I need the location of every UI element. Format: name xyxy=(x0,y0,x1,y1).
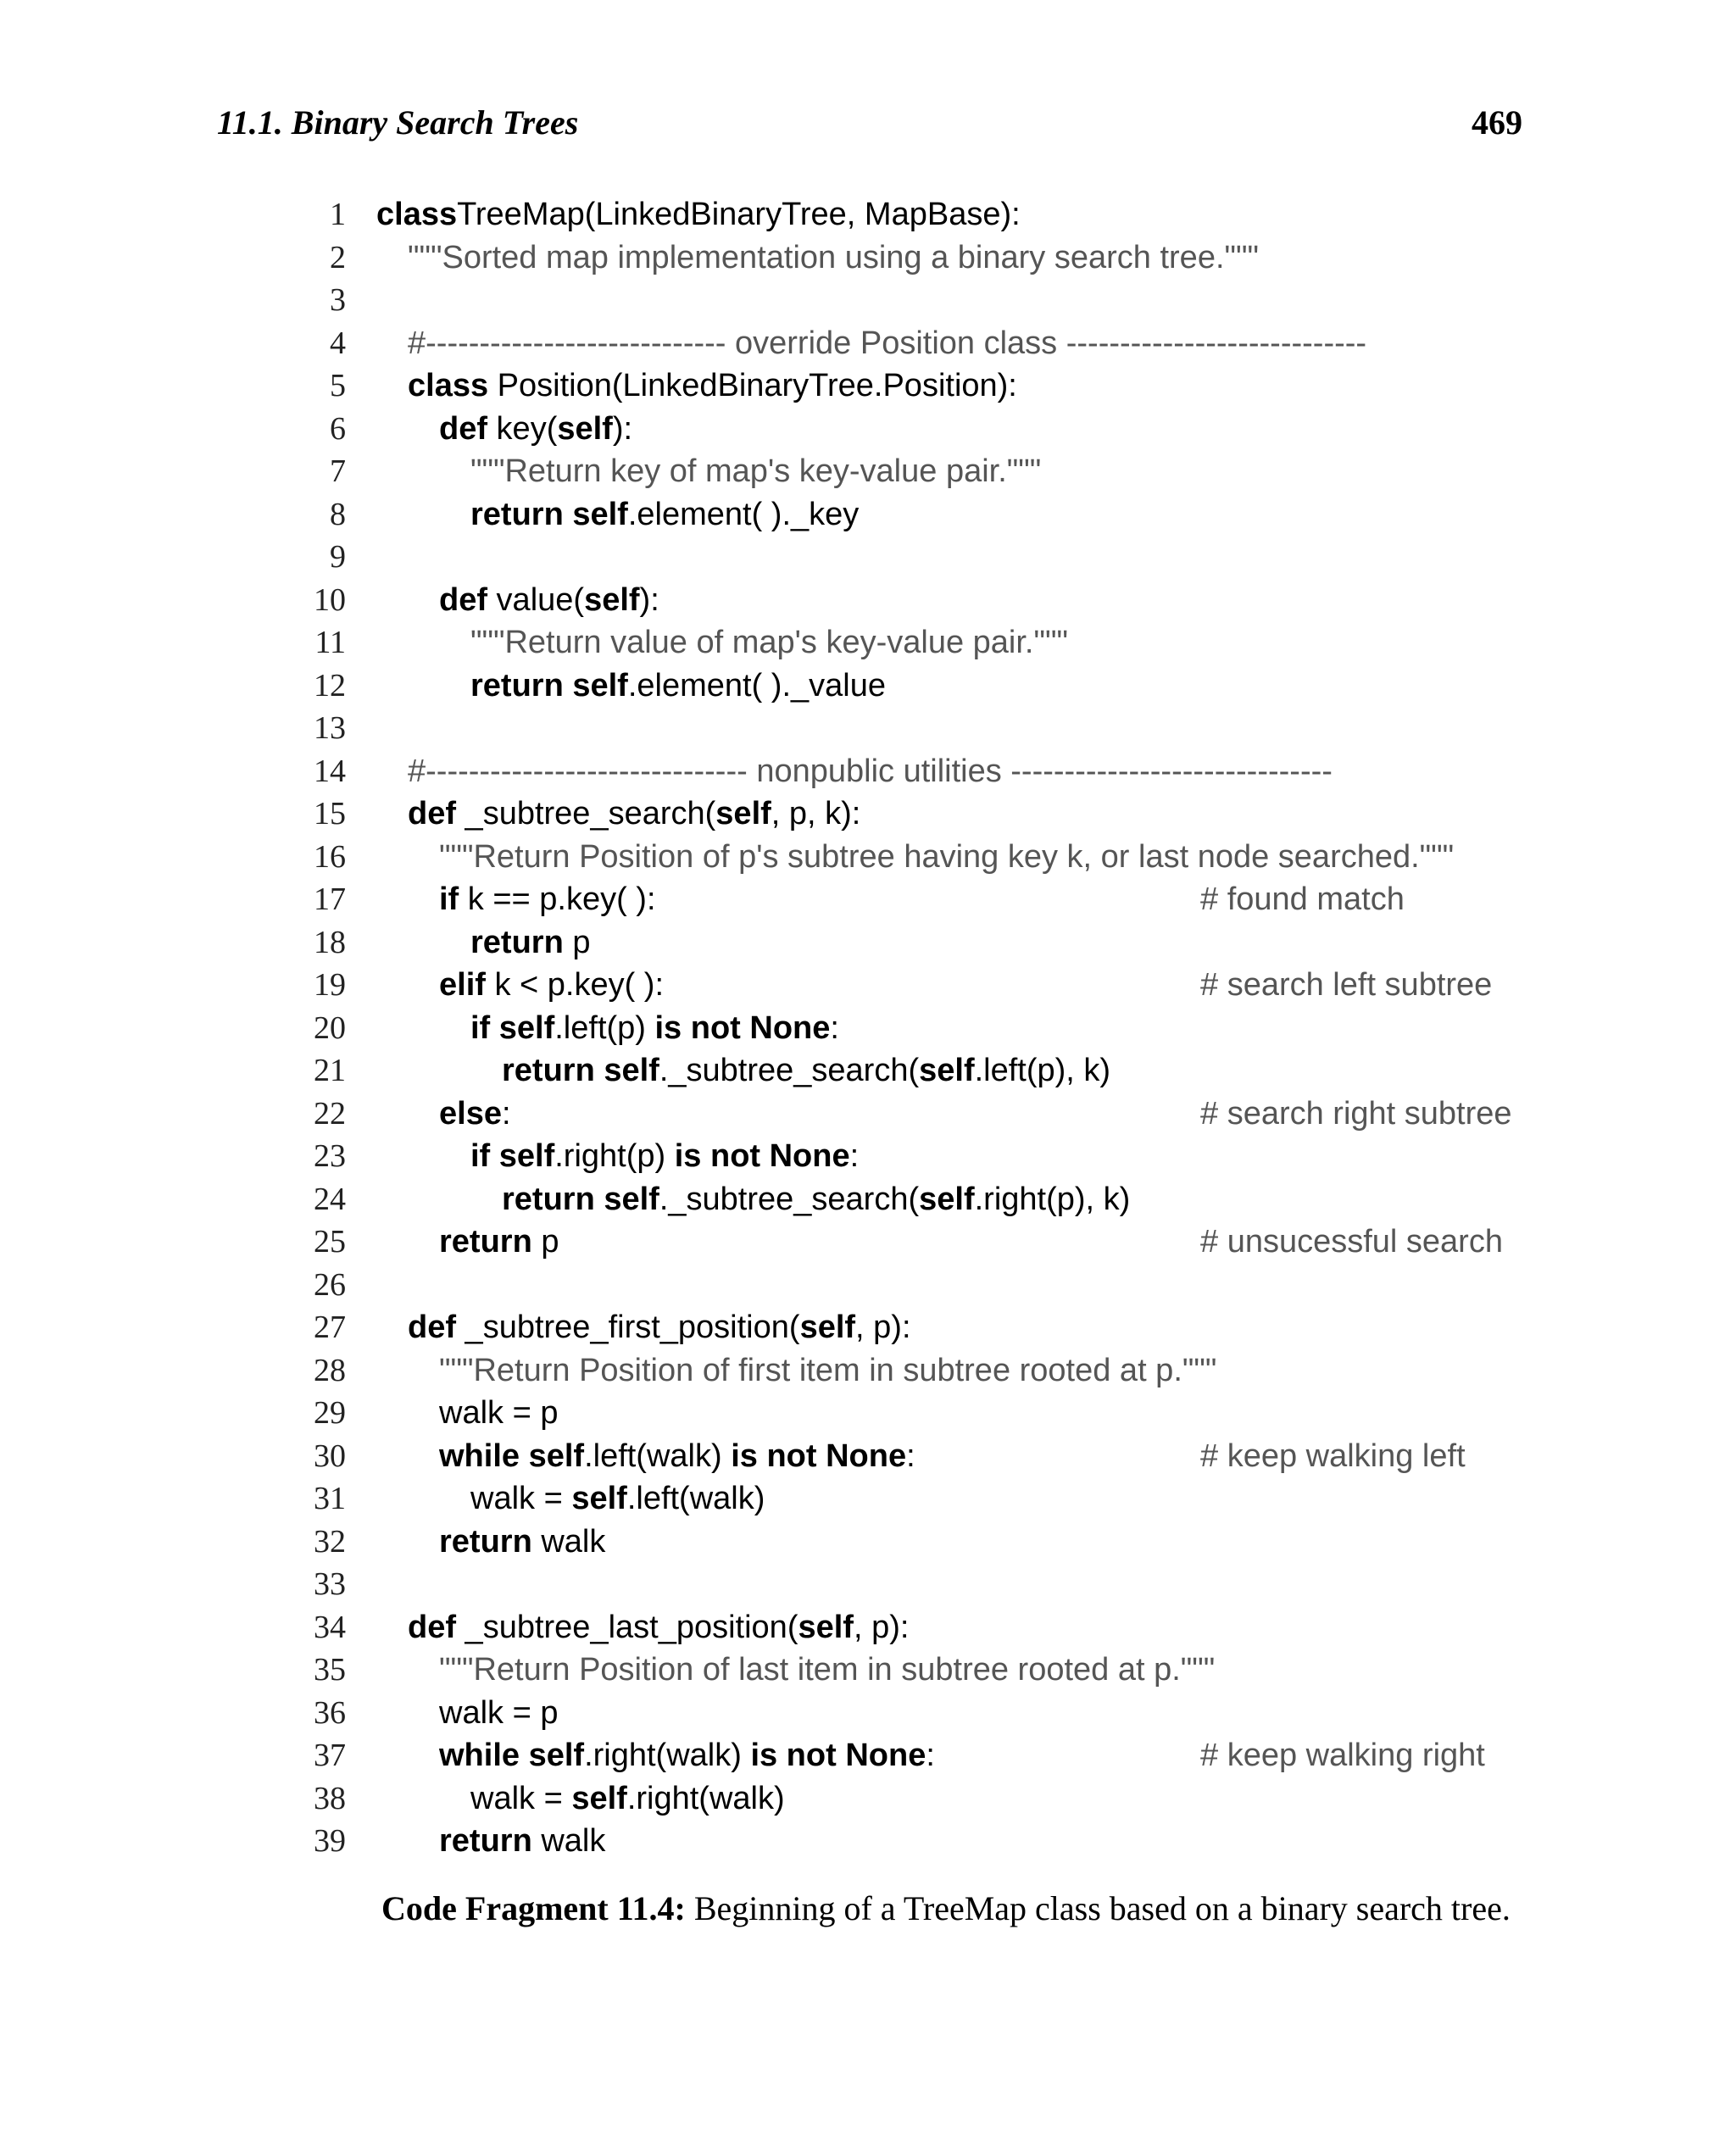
line-number: 7 xyxy=(330,453,346,489)
line-number: 10 xyxy=(314,581,346,618)
keyword-token: return self xyxy=(470,496,628,532)
keyword-token: self xyxy=(798,1609,854,1645)
code-line xyxy=(288,1820,1543,1863)
keyword-token: is not None xyxy=(731,1438,907,1474)
code-token: , p, k): xyxy=(771,796,861,831)
section-title: 11.1. Binary Search Trees xyxy=(217,103,579,142)
string-token: """Return Position of last item in subtree rooted at p.""" xyxy=(439,1652,1216,1688)
code-line xyxy=(288,450,1543,493)
code-token: walk xyxy=(531,1523,606,1560)
code-line xyxy=(288,964,1543,1007)
inline-comment: # search left subtree xyxy=(1200,967,1493,1003)
code-token: , p): xyxy=(853,1609,910,1645)
keyword-token: return self xyxy=(502,1181,659,1217)
code-token: _subtree_first_position( xyxy=(456,1310,800,1345)
code-line xyxy=(288,322,1543,365)
code-token: value( xyxy=(487,581,585,618)
code-text xyxy=(439,1820,605,1863)
code-token: .left(walk) xyxy=(626,1481,765,1516)
line-number: 8 xyxy=(330,496,346,532)
code-line xyxy=(288,1435,1543,1478)
code-token: .right(p) xyxy=(554,1138,675,1174)
keyword-token: self xyxy=(919,1053,975,1088)
code-line xyxy=(288,279,1543,322)
code-text xyxy=(470,665,886,708)
code-text xyxy=(439,1093,511,1136)
keyword-token: is not None xyxy=(750,1738,926,1773)
inline-comment: # keep walking right xyxy=(1200,1738,1485,1773)
line-number: 21 xyxy=(314,1053,346,1088)
code-line xyxy=(288,1563,1543,1606)
code-token: .left(p), k) xyxy=(974,1053,1111,1088)
string-token: """Sorted map implementation using a binary search tree.""" xyxy=(408,239,1259,275)
line-number: 24 xyxy=(314,1181,346,1217)
line-number: 1 xyxy=(330,197,346,232)
keyword-token: def xyxy=(439,581,487,618)
code-line xyxy=(288,1477,1543,1521)
inline-comment: # search right subtree xyxy=(1200,1095,1512,1132)
code-text xyxy=(439,1221,559,1264)
code-token: _subtree_last_position( xyxy=(456,1609,798,1645)
line-number: 34 xyxy=(314,1609,346,1645)
line-number: 20 xyxy=(314,1009,346,1046)
keyword-token: def xyxy=(408,1310,456,1345)
keyword-token: is not None xyxy=(654,1009,831,1046)
code-line xyxy=(288,1777,1543,1821)
line-number: 12 xyxy=(314,667,346,703)
code-token: walk xyxy=(531,1823,606,1859)
keyword-token: return self xyxy=(470,667,628,703)
keyword-token: def xyxy=(439,410,487,447)
code-token: , p): xyxy=(855,1310,911,1345)
code-text xyxy=(439,579,659,622)
line-number: 32 xyxy=(314,1523,346,1560)
line-number: 4 xyxy=(330,325,346,361)
code-text xyxy=(408,364,1017,408)
keyword-token: if self xyxy=(470,1009,555,1046)
code-line xyxy=(288,836,1543,879)
code-text xyxy=(439,1435,915,1478)
keyword-token: self xyxy=(557,410,613,447)
caption-label: Code Fragment 11.4: xyxy=(381,1889,686,1927)
code-token: key( xyxy=(487,410,558,447)
caption-text: Beginning of a TreeMap class based on a binary search tree. xyxy=(693,1889,1511,1927)
line-number: 15 xyxy=(314,796,346,831)
code-text xyxy=(408,792,860,836)
code-text xyxy=(439,1349,1216,1393)
code-line xyxy=(288,364,1543,408)
keyword-token: else xyxy=(439,1095,502,1132)
line-number: 17 xyxy=(314,881,346,917)
string-token: """Return key of map's key-value pair.""" xyxy=(470,453,1042,489)
keyword-token: self xyxy=(799,1310,856,1345)
code-text xyxy=(439,964,664,1007)
line-number: 23 xyxy=(314,1138,346,1174)
line-number: 3 xyxy=(330,282,346,318)
code-token: .element( )._value xyxy=(627,667,886,703)
code-line xyxy=(288,1734,1543,1777)
line-number: 31 xyxy=(314,1481,346,1516)
code-text xyxy=(408,1606,909,1649)
line-number: 39 xyxy=(314,1823,346,1859)
code-line xyxy=(288,1521,1543,1564)
inline-comment: # keep walking left xyxy=(1200,1438,1466,1474)
line-number: 11 xyxy=(314,625,346,660)
line-number: 29 xyxy=(314,1395,346,1431)
code-token: ._subtree_search( xyxy=(659,1053,920,1088)
line-number: 38 xyxy=(314,1780,346,1816)
keyword-token: class xyxy=(408,368,489,403)
keyword-token: self xyxy=(715,796,771,831)
string-token: #---------------------------- override Position class ---------------------------- xyxy=(408,325,1367,361)
code-line xyxy=(288,792,1543,836)
code-text xyxy=(439,1521,605,1564)
code-line xyxy=(288,1306,1543,1349)
code-text xyxy=(408,322,1366,365)
code-token: .left(walk) xyxy=(584,1438,732,1474)
code-line xyxy=(288,1178,1543,1221)
running-header xyxy=(217,97,1522,148)
line-number: 28 xyxy=(314,1352,346,1388)
code-token: walk = p xyxy=(439,1395,559,1431)
page-number: 469 xyxy=(1472,103,1522,142)
keyword-token: return xyxy=(439,1823,532,1859)
keyword-token: self xyxy=(571,1780,627,1816)
code-text xyxy=(502,1178,1130,1221)
code-line xyxy=(288,1392,1543,1435)
keyword-token: def xyxy=(408,1609,456,1645)
code-text xyxy=(376,193,1021,236)
code-token: .left(p) xyxy=(554,1009,655,1046)
code-text xyxy=(439,1734,935,1777)
code-token: walk = xyxy=(470,1780,572,1816)
code-line xyxy=(288,193,1543,236)
keyword-token: if xyxy=(439,881,459,917)
keyword-token: return self xyxy=(502,1053,659,1088)
code-line xyxy=(288,878,1543,921)
code-token: k == p.key( ): xyxy=(459,881,656,917)
code-token: ): xyxy=(612,410,633,447)
code-text xyxy=(408,750,1333,793)
code-text xyxy=(439,1692,558,1735)
code-line xyxy=(288,1692,1543,1735)
code-token: _subtree_search( xyxy=(456,796,716,831)
keyword-token: while self xyxy=(439,1738,585,1773)
line-number: 9 xyxy=(330,539,346,575)
code-token: p xyxy=(563,924,591,960)
code-line xyxy=(288,621,1543,665)
inline-comment: # unsucessful search xyxy=(1200,1224,1503,1260)
code-line xyxy=(288,750,1543,793)
string-token: """Return value of map's key-value pair.""" xyxy=(470,625,1068,660)
code-listing xyxy=(288,193,1543,1863)
code-token: walk = xyxy=(470,1481,572,1516)
code-line xyxy=(288,536,1543,579)
code-caption xyxy=(381,1883,1568,1934)
keyword-token: self xyxy=(584,581,640,618)
code-line xyxy=(288,1135,1543,1178)
keyword-token: return xyxy=(439,1224,532,1260)
keyword-token: self xyxy=(571,1481,627,1516)
code-line xyxy=(288,1264,1543,1307)
code-text xyxy=(470,1135,859,1178)
code-token: : xyxy=(501,1095,511,1132)
code-token: .element( )._key xyxy=(627,496,860,532)
keyword-token: while self xyxy=(439,1438,585,1474)
code-line xyxy=(288,1007,1543,1050)
line-number: 27 xyxy=(314,1310,346,1345)
keyword-token: class xyxy=(376,197,458,232)
code-line xyxy=(288,579,1543,622)
line-number: 13 xyxy=(314,710,346,746)
code-token: walk = p xyxy=(439,1694,559,1731)
code-token: k < p.key( ): xyxy=(485,967,665,1003)
code-token: Position(LinkedBinaryTree.Position): xyxy=(488,368,1017,403)
code-line xyxy=(288,1221,1543,1264)
line-number: 25 xyxy=(314,1224,346,1260)
code-line xyxy=(288,921,1543,965)
code-text xyxy=(470,621,1068,665)
code-token: p xyxy=(531,1224,559,1260)
inline-comment: # found match xyxy=(1200,881,1405,917)
line-number: 6 xyxy=(330,410,346,447)
line-number: 2 xyxy=(330,239,346,275)
keyword-token: return xyxy=(439,1523,532,1560)
code-text xyxy=(408,1306,911,1349)
line-number: 18 xyxy=(314,924,346,960)
code-line xyxy=(288,1649,1543,1692)
code-token: : xyxy=(849,1138,860,1174)
code-text xyxy=(408,236,1259,280)
code-token: .right(p), k) xyxy=(974,1181,1131,1217)
code-token: : xyxy=(926,1738,935,1773)
string-token: #------------------------------ nonpublic utilities ------------------------------ xyxy=(408,753,1333,789)
line-number: 36 xyxy=(314,1694,346,1731)
code-text xyxy=(470,450,1041,493)
keyword-token: self xyxy=(919,1181,975,1217)
code-line xyxy=(288,1093,1543,1136)
code-text xyxy=(470,921,591,965)
line-number: 14 xyxy=(314,753,346,789)
code-token: .right(walk) xyxy=(584,1738,751,1773)
line-number: 37 xyxy=(314,1738,346,1773)
string-token: """Return Position of first item in subtree rooted at p.""" xyxy=(439,1352,1217,1388)
code-text xyxy=(439,1649,1215,1692)
code-text xyxy=(439,878,656,921)
line-number: 22 xyxy=(314,1095,346,1132)
keyword-token: elif xyxy=(439,967,486,1003)
line-number: 19 xyxy=(314,967,346,1003)
line-number: 26 xyxy=(314,1266,346,1303)
code-text xyxy=(439,408,632,451)
code-token: ._subtree_search( xyxy=(659,1181,920,1217)
code-text xyxy=(502,1049,1110,1093)
code-line xyxy=(288,665,1543,708)
line-number: 30 xyxy=(314,1438,346,1474)
code-line xyxy=(288,1349,1543,1393)
code-token: .right(walk) xyxy=(626,1780,785,1816)
line-number: 5 xyxy=(330,368,346,403)
code-token: TreeMap(LinkedBinaryTree, MapBase): xyxy=(457,197,1021,232)
line-number: 35 xyxy=(314,1652,346,1688)
string-token: """Return Position of p's subtree having key k, or last node searched.""" xyxy=(439,838,1455,875)
code-text xyxy=(470,1477,765,1521)
line-number: 33 xyxy=(314,1566,346,1602)
code-line xyxy=(288,236,1543,280)
code-line xyxy=(288,707,1543,750)
code-token: : xyxy=(830,1009,839,1046)
line-number: 16 xyxy=(314,838,346,875)
code-token: : xyxy=(906,1438,915,1474)
keyword-token: if self xyxy=(470,1138,555,1174)
keyword-token: def xyxy=(408,796,456,831)
keyword-token: return xyxy=(470,924,564,960)
code-line xyxy=(288,493,1543,537)
code-text xyxy=(470,1007,839,1050)
code-text xyxy=(439,836,1454,879)
keyword-token: is not None xyxy=(674,1138,850,1174)
code-line xyxy=(288,1606,1543,1649)
code-token: ): xyxy=(639,581,659,618)
code-line xyxy=(288,408,1543,451)
code-text xyxy=(439,1392,558,1435)
code-text xyxy=(470,1777,785,1821)
code-line xyxy=(288,1049,1543,1093)
code-text xyxy=(470,493,859,537)
